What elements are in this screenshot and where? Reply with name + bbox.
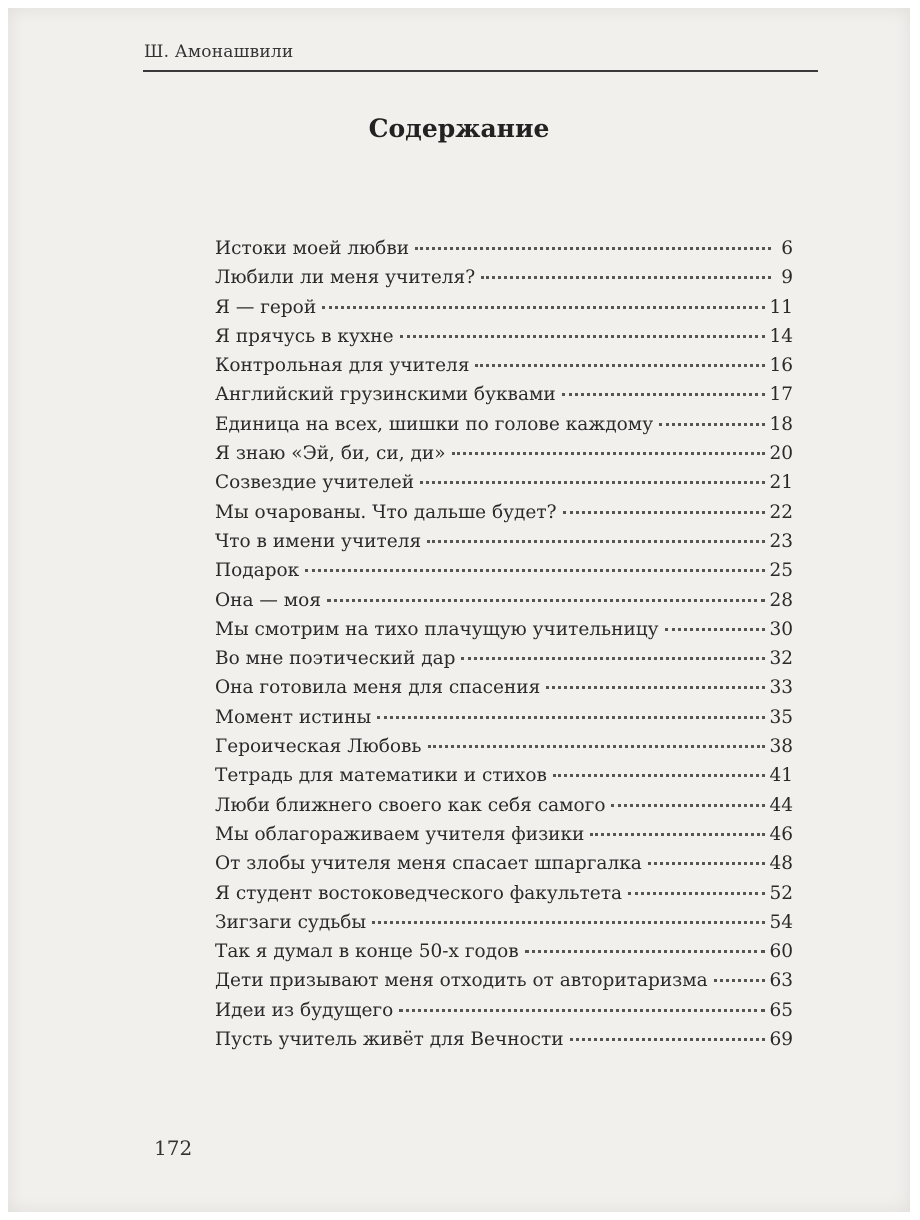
- toc-entry: [215, 677, 793, 706]
- page-number: 172: [154, 1136, 193, 1160]
- toc-entry-page: 52: [769, 882, 793, 904]
- toc-entry-page: 25: [769, 560, 793, 582]
- toc-entry-page: 6: [781, 238, 793, 259]
- dot-leader: [305, 569, 765, 572]
- toc-entry-title: Контрольная для учителя: [215, 355, 470, 377]
- toc-entry: [215, 941, 793, 970]
- toc-entry-page: 38: [769, 736, 793, 758]
- toc-entry-title: Подарок: [215, 560, 300, 582]
- toc-entry-page: 17: [769, 384, 793, 406]
- dot-leader: [590, 833, 765, 836]
- toc-entry-title: Она — моя: [215, 589, 321, 611]
- toc-entry-title: Люби ближнего своего как себя самого: [215, 794, 606, 816]
- toc-entry-page: 18: [769, 413, 793, 435]
- toc-entry-page: 33: [769, 677, 793, 699]
- toc-entry: [215, 472, 793, 501]
- toc-entry-page: 48: [769, 853, 793, 875]
- toc-entry: [215, 824, 793, 853]
- toc-entry: [215, 238, 793, 267]
- toc-entry: [215, 1000, 793, 1029]
- toc-entry: [215, 970, 793, 999]
- toc-title: Содержание: [368, 114, 550, 143]
- toc-entry-title: Героическая Любовь: [215, 736, 422, 758]
- toc-entry-page: 41: [769, 765, 793, 787]
- toc-entry-page: 20: [769, 443, 793, 465]
- dot-leader: [562, 393, 766, 396]
- toc-entry-title: Я знаю «Эй, би, си, ди»: [215, 443, 446, 465]
- toc-entry-page: 14: [769, 325, 793, 347]
- toc-entry: [215, 1029, 793, 1058]
- toc-entry: [215, 883, 793, 912]
- toc-entry-page: 9: [781, 267, 793, 289]
- toc-entry-page: 69: [769, 1029, 793, 1051]
- dot-leader: [659, 423, 765, 426]
- toc-entry-title: Английский грузинскими буквами: [215, 384, 556, 406]
- dot-leader: [372, 921, 765, 924]
- toc-entry: [215, 531, 793, 560]
- toc-entry-title: Момент истины: [215, 706, 372, 728]
- toc-entry-title: Я прячусь в кухне: [215, 325, 394, 347]
- toc-entry-page: 11: [769, 296, 793, 318]
- toc-entry-title: Зигзаги судьбы: [215, 911, 367, 933]
- toc-entry-page: 32: [769, 648, 793, 670]
- toc-entry-page: 35: [769, 706, 793, 728]
- toc-entry: [215, 736, 793, 765]
- toc-entry-title: Мы облагораживаем учителя физики: [215, 823, 585, 845]
- toc-entry-title: Идеи из будущего: [215, 999, 394, 1021]
- toc-entry: [215, 414, 793, 443]
- dot-leader: [461, 657, 765, 660]
- dot-leader: [428, 745, 766, 748]
- toc-entry: [215, 384, 793, 413]
- book-page: [8, 8, 910, 1212]
- dot-leader: [399, 1009, 765, 1012]
- toc-entry-title: Созвездие учителей: [215, 472, 415, 494]
- toc-entry-page: 28: [769, 589, 793, 611]
- toc-entry-title: Я — герой: [215, 296, 317, 318]
- toc-entry-title: Единица на всех, шишки по голове каждому: [215, 413, 654, 435]
- dot-leader: [415, 247, 771, 250]
- toc-entry-title: Любили ли меня учителя?: [215, 267, 476, 289]
- header-rule: [143, 70, 818, 72]
- toc-entry: [215, 707, 793, 736]
- toc-entry: [215, 853, 793, 882]
- dot-leader: [714, 979, 766, 982]
- dot-leader: [665, 628, 766, 631]
- toc-entry-page: 54: [769, 911, 793, 933]
- dot-leader: [553, 774, 766, 777]
- toc-entry-page: 60: [769, 941, 793, 963]
- toc-entry-page: 63: [769, 970, 793, 992]
- toc-entry-title: Истоки моей любви: [215, 238, 410, 259]
- toc-entry-page: 44: [769, 794, 793, 816]
- toc-entry: [215, 648, 793, 677]
- toc-entry: [215, 590, 793, 619]
- dot-leader: [525, 950, 766, 953]
- table-of-contents: [215, 238, 793, 1058]
- dot-leader: [611, 804, 765, 807]
- toc-entry-title: Она готовила меня для спасения: [215, 677, 541, 699]
- toc-entry: [215, 912, 793, 941]
- toc-entry: [215, 297, 793, 326]
- dot-leader: [648, 862, 766, 865]
- toc-entry-page: 22: [769, 501, 793, 523]
- toc-entry-page: 65: [769, 999, 793, 1021]
- toc-entry-title: Тетрадь для математики и стихов: [215, 765, 547, 787]
- toc-entry-page: 30: [769, 618, 793, 640]
- dot-leader: [322, 306, 765, 309]
- toc-entry-title: Мы очарованы. Что дальше будет?: [215, 501, 557, 523]
- toc-entry-title: Так я думал в конце 50-х годов: [215, 941, 519, 963]
- dot-leader: [481, 276, 771, 279]
- dot-leader: [628, 892, 765, 895]
- toc-entry-page: 21: [769, 472, 793, 494]
- toc-entry-title: Мы смотрим на тихо плачущую учительницу: [215, 618, 659, 640]
- toc-entry: [215, 619, 793, 648]
- dot-leader: [570, 1038, 766, 1041]
- toc-entry: [215, 560, 793, 589]
- toc-entry-title: Дети призывают меня отходить от авторитаризма: [215, 970, 708, 992]
- toc-entry-page: 23: [769, 530, 793, 552]
- toc-entry-title: Во мне поэтический дар: [215, 648, 456, 670]
- dot-leader: [475, 364, 765, 367]
- toc-entry: [215, 502, 793, 531]
- dot-leader: [563, 511, 766, 514]
- dot-leader: [427, 540, 765, 543]
- toc-entry: [215, 326, 793, 355]
- toc-entry: [215, 765, 793, 794]
- dot-leader: [452, 452, 766, 455]
- toc-entry-title: От злобы учителя меня спасает шпаргалка: [215, 853, 642, 875]
- toc-entry-title: Пусть учитель живёт для Вечности: [215, 1029, 564, 1051]
- toc-entry-page: 16: [769, 355, 793, 377]
- toc-entry-title: Что в имени учителя: [215, 530, 422, 552]
- toc-entry-title: Я студент востоковедческого факультета: [215, 882, 623, 904]
- toc-entry-page: 46: [769, 823, 793, 845]
- toc-entry: [215, 795, 793, 824]
- dot-leader: [400, 335, 766, 338]
- dot-leader: [377, 716, 765, 719]
- toc-entry: [215, 355, 793, 384]
- running-head: Ш. Амонашвили: [144, 42, 294, 62]
- dot-leader: [327, 599, 765, 602]
- dot-leader: [420, 481, 765, 484]
- toc-entry: [215, 443, 793, 472]
- toc-entry: [215, 267, 793, 296]
- dot-leader: [546, 686, 765, 689]
